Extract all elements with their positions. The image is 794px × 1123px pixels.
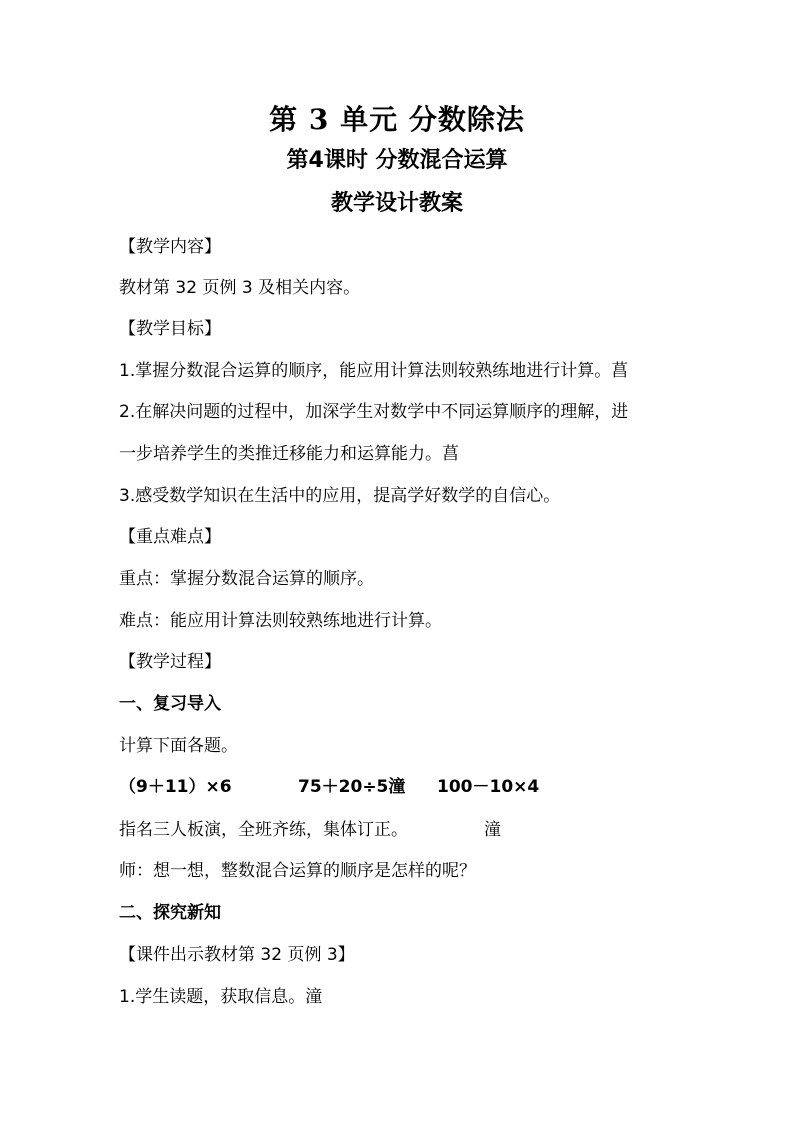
goal-1: 1.掌握分数混合运算的顺序，能应用计算法则较熟练地进行计算。菖 — [119, 361, 629, 381]
goal-2-line-2: 一步培养学生的类推迁移能力和运算能力。菖 — [119, 444, 459, 464]
key-point: 重点：掌握分数混合运算的顺序。 — [119, 569, 374, 589]
calc-item-3: 100－10×4 — [437, 777, 540, 797]
doc-type-title: 教学设计教案 — [330, 191, 463, 216]
calc-item-1: （9＋11）×6 — [119, 777, 232, 797]
section-heading-goals: 【教学目标】 — [119, 319, 221, 339]
part-1-heading: 一、复习导入 — [119, 694, 221, 714]
board-mark: 潼 — [484, 820, 501, 840]
section-heading-content: 【教学内容】 — [119, 237, 221, 257]
section-heading-process: 【教学过程】 — [119, 652, 221, 672]
section-heading-keypoints: 【重点难点】 — [119, 527, 221, 547]
calc-intro: 计算下面各题。 — [119, 736, 238, 756]
calc-item-2: 75＋20÷5潼 — [298, 777, 406, 797]
goal-2-line-1: 2.在解决问题的过程中，加深学生对数学中不同运算顺序的理解，进 — [119, 402, 629, 422]
step-1: 1.学生读题，获取信息。潼 — [119, 987, 323, 1007]
goal-3: 3.感受数学知识在生活中的应用，提高学好数学的自信心。 — [119, 486, 561, 506]
difficult-point: 难点：能应用计算法则较熟练地进行计算。 — [119, 611, 442, 631]
show-example: 【课件出示教材第 32 页例 3】 — [119, 945, 355, 965]
unit-title: 第 3 单元 分数除法 — [269, 103, 525, 136]
part-2-heading: 二、探究新知 — [119, 903, 221, 923]
lesson-title: 第4课时 分数混合运算 — [286, 148, 508, 173]
board-practice: 指名三人板演，全班齐练，集体订正。 — [119, 820, 408, 840]
content-text: 教材第 32 页例 3 及相关内容。 — [119, 278, 361, 298]
teacher-question: 师：想一想，整数混合运算的顺序是怎样的呢？ — [119, 861, 476, 881]
